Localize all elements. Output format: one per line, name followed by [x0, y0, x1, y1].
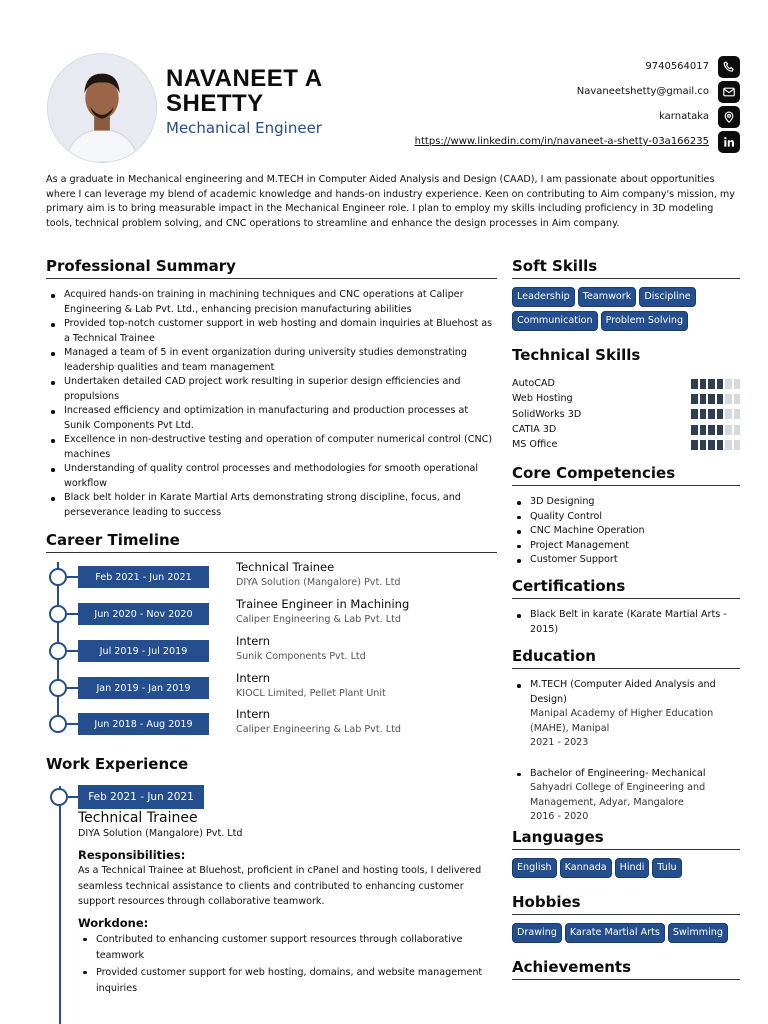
- experience-body: [78, 810, 488, 997]
- contact-phone[interactable]: [415, 54, 740, 79]
- language-tag: Tulu: [652, 858, 681, 878]
- skill-name: Web Hosting: [512, 393, 573, 405]
- linkedin-link[interactable]: https://www.linkedin.com/in/navaneet-a-shetty-03a166235: [414, 136, 709, 147]
- timeline-entry: [46, 634, 497, 668]
- skill-level-segment: [691, 409, 698, 419]
- list-item: 3D Designing: [512, 495, 740, 510]
- timeline-entry: [46, 671, 497, 705]
- skill-level-segment: [708, 394, 715, 404]
- skill-level-segment: [700, 425, 707, 435]
- skill-row: [512, 407, 740, 422]
- list-item: Undertaken detailed CAD project work resulting in superior design efficiencies and propulsions: [46, 375, 497, 404]
- skill-level-segment: [717, 409, 724, 419]
- skill-row: [512, 437, 740, 452]
- list-item: Customer Support: [512, 553, 740, 568]
- skill-level-segment: [700, 394, 707, 404]
- education-item: [512, 767, 740, 825]
- skill-name: CATIA 3D: [512, 424, 557, 436]
- timeline-date: Jan 2019 - Jan 2019: [78, 677, 209, 699]
- timeline-role: Intern: [236, 634, 271, 648]
- timeline-connector: [67, 723, 78, 725]
- skill-level-segment: [734, 440, 741, 450]
- skill-level-bars: [691, 425, 740, 435]
- education-item: [512, 678, 740, 751]
- core-competencies-heading: Core Competencies: [512, 464, 740, 486]
- skill-level-segment: [725, 440, 732, 450]
- list-item: Quality Control: [512, 510, 740, 525]
- skill-row: [512, 376, 740, 391]
- hobbies-tags: [512, 923, 740, 943]
- list-item: Increased efficiency and optimization in manufacturing and production processes at Sunik Components Pvt Ltd.: [46, 404, 497, 433]
- language-tag: Kannada: [560, 858, 612, 878]
- list-item: Project Management: [512, 539, 740, 554]
- experience-connector: [68, 796, 78, 798]
- skill-level-segment: [691, 394, 698, 404]
- skill-name: SolidWorks 3D: [512, 408, 582, 420]
- skill-level-segment: [708, 379, 715, 389]
- timeline-connector: [67, 576, 78, 578]
- skill-name: AutoCAD: [512, 378, 555, 390]
- skill-level-segment: [734, 394, 741, 404]
- skill-level-segment: [725, 409, 732, 419]
- timeline-date: Jun 2020 - Nov 2020: [78, 603, 209, 625]
- skill-level-bars: [691, 394, 740, 404]
- skill-level-segment: [717, 394, 724, 404]
- intro-paragraph: As a graduate in Mechanical engineering and M.TECH in Computer Aided Analysis and Design (CAAD), I am passionate about opportunities where I can leverage my blend of academic knowledge and hands-on industry experience. Keen on contributing to Aim company's mission, my primary aim is to bring measurable impact in the Mechanical Engineer role. I plan to employ my skills including proficiency in 3D modeling tools, technical problem solving, and CNC operations to streamline and enhance the design processes in Aim company.: [46, 174, 735, 229]
- experience-org: DIYA Solution (Mangalore) Pvt. Ltd: [78, 828, 243, 839]
- list-item: Black Belt in karate (Karate Martial Arts - 2015): [512, 608, 740, 637]
- contact-list: [415, 54, 740, 154]
- timeline-node: [49, 679, 67, 697]
- skill-level-bars: [691, 440, 740, 450]
- timeline-date: Jun 2018 - Aug 2019: [78, 713, 209, 735]
- experience-date: Feb 2021 - Jun 2021: [78, 785, 204, 809]
- skill-tag: Communication: [512, 311, 598, 331]
- timeline-org: Caliper Engineering & Lab Pvt. Ltd: [236, 614, 401, 625]
- timeline-connector: [67, 687, 78, 689]
- workdone-list: [78, 932, 488, 997]
- skill-level-segment: [691, 379, 698, 389]
- languages-heading: Languages: [512, 828, 740, 850]
- core-competencies-list: [512, 495, 740, 568]
- certifications-heading: Certifications: [512, 577, 740, 599]
- skill-level-segment: [708, 425, 715, 435]
- timeline-entry: [46, 597, 497, 631]
- education-heading: Education: [512, 647, 740, 669]
- skill-level-segment: [708, 440, 715, 450]
- hobby-tag: Drawing: [512, 923, 562, 943]
- skill-level-segment: [717, 379, 724, 389]
- list-item: Excellence in non-destructive testing and operation of computer numerical control (CNC) machines: [46, 433, 497, 462]
- professional-summary-heading: Professional Summary: [46, 257, 497, 279]
- education-years: 2021 - 2023: [530, 737, 589, 748]
- timeline-connector: [67, 650, 78, 652]
- hobbies-heading: Hobbies: [512, 893, 740, 915]
- location-text: karnataka: [659, 111, 709, 122]
- linkedin-icon: [718, 131, 740, 153]
- timeline-node: [49, 642, 67, 660]
- skill-level-segment: [708, 409, 715, 419]
- languages-tags: [512, 858, 740, 878]
- soft-skills-tags: [512, 287, 712, 331]
- list-item: CNC Machine Operation: [512, 524, 740, 539]
- skill-level-segment: [734, 379, 741, 389]
- contact-location: [415, 104, 740, 129]
- soft-skills-heading: Soft Skills: [512, 257, 740, 279]
- responsibilities-text: As a Technical Trainee at Bluehost, proficient in cPanel and hosting tools, I delivered seamless technical assistance to clients and contributed to enhancing customer support resources through collaborative teamwork.: [78, 865, 482, 907]
- list-item: Black belt holder in Karate Martial Arts demonstrating strong discipline, focus, and perseverance leading to success: [46, 491, 497, 520]
- phone-icon: [718, 56, 740, 78]
- language-tag: Hindi: [615, 858, 650, 878]
- list-item: Managed a team of 5 in event organization during university studies demonstrating leadership qualities and team management: [46, 346, 497, 375]
- timeline-org: Sunik Components Pvt. Ltd: [236, 651, 366, 662]
- skill-level-segment: [717, 440, 724, 450]
- candidate-name: NAVANEET A SHETTY: [166, 65, 322, 117]
- experience-role: Technical Trainee: [78, 810, 198, 826]
- timeline-entry: [46, 707, 497, 741]
- hobby-tag: Swimming: [668, 923, 728, 943]
- skill-level-segment: [717, 425, 724, 435]
- responsibilities-label: Responsibilities:: [78, 848, 186, 862]
- skill-level-segment: [725, 394, 732, 404]
- skill-name: MS Office: [512, 439, 558, 451]
- timeline-role: Trainee Engineer in Machining: [236, 597, 410, 611]
- envelope-icon: [718, 81, 740, 103]
- list-item: Acquired hands-on training in machining techniques and CNC operations at Caliper Engineering & Lab Pvt. Ltd., enhancing precision manufacturing abilities: [46, 288, 497, 317]
- skill-row: [512, 422, 740, 437]
- career-timeline-heading: Career Timeline: [46, 531, 497, 553]
- work-experience-heading: Work Experience: [46, 755, 189, 773]
- technical-skills-heading: Technical Skills: [512, 346, 641, 364]
- timeline-entry: [46, 560, 497, 594]
- list-item: Understanding of quality control processes and methodologies for smooth operational workflow: [46, 462, 497, 491]
- education-degree: Bachelor of Engineering- Mechanical: [530, 767, 706, 779]
- achievements-heading: Achievements: [512, 958, 740, 980]
- hobby-tag: Karate Martial Arts: [565, 923, 665, 943]
- skill-level-segment: [700, 379, 707, 389]
- experience-node: [50, 788, 68, 806]
- workdone-label: Workdone:: [78, 915, 149, 930]
- timeline-date: Feb 2021 - Jun 2021: [78, 566, 209, 588]
- skill-level-segment: [734, 425, 741, 435]
- language-tag: English: [512, 858, 557, 878]
- timeline-org: DIYA Solution (Mangalore) Pvt. Ltd: [236, 577, 401, 588]
- education-years: 2016 - 2020: [530, 811, 589, 822]
- job-title: Mechanical Engineer: [166, 119, 322, 137]
- technical-skills-list: [512, 376, 740, 452]
- education-school: Sahyadri College of Engineering and Management, Adyar, Mangalore: [530, 782, 706, 808]
- email-address[interactable]: Navaneetshetty@gmail.co: [576, 86, 709, 97]
- skill-tag: Discipline: [639, 287, 695, 307]
- education-degree: M.TECH (Computer Aided Analysis and Design): [530, 679, 716, 705]
- timeline-org: Caliper Engineering & Lab Pvt. Ltd: [236, 724, 401, 735]
- skill-level-bars: [691, 379, 740, 389]
- timeline-org: KIOCL Limited, Pellet Plant Unit: [236, 688, 386, 699]
- education-list: [512, 678, 740, 825]
- skill-level-segment: [691, 425, 698, 435]
- timeline-date: Jul 2019 - Jul 2019: [78, 640, 209, 662]
- certifications-list: [512, 608, 740, 637]
- skill-tag: Problem Solving: [601, 311, 688, 331]
- skill-level-segment: [725, 379, 732, 389]
- skill-tag: Teamwork: [578, 287, 637, 307]
- contact-linkedin[interactable]: [415, 129, 740, 154]
- skill-level-segment: [700, 440, 707, 450]
- timeline-node: [49, 715, 67, 733]
- skill-row: [512, 391, 740, 406]
- education-school: Manipal Academy of Higher Education (MAHE), Manipal: [530, 708, 714, 734]
- experience-line: [59, 786, 61, 1024]
- timeline-node: [49, 568, 67, 586]
- profile-photo: [47, 53, 157, 163]
- contact-email[interactable]: [415, 79, 740, 104]
- skill-level-bars: [691, 409, 740, 419]
- timeline-node: [49, 605, 67, 623]
- location-pin-icon: [718, 106, 740, 128]
- timeline-role: Technical Trainee: [236, 560, 335, 574]
- skill-tag: Leadership: [512, 287, 575, 307]
- timeline-role: Intern: [236, 671, 271, 685]
- list-item: Provided top-notch customer support in web hosting and domain inquiries at Bluehost as a Technical Trainee: [46, 317, 497, 346]
- phone-number[interactable]: 9740564017: [645, 61, 709, 72]
- skill-level-segment: [725, 425, 732, 435]
- list-item: Provided customer support for web hosting, domains, and website management inquiries: [78, 965, 488, 997]
- professional-summary-list: [46, 288, 497, 520]
- skill-level-segment: [734, 409, 741, 419]
- list-item: Contributed to enhancing customer support resources through collaborative teamwork: [78, 932, 488, 964]
- skill-level-segment: [700, 409, 707, 419]
- skill-level-segment: [691, 440, 698, 450]
- timeline-role: Intern: [236, 707, 271, 721]
- timeline-connector: [67, 613, 78, 615]
